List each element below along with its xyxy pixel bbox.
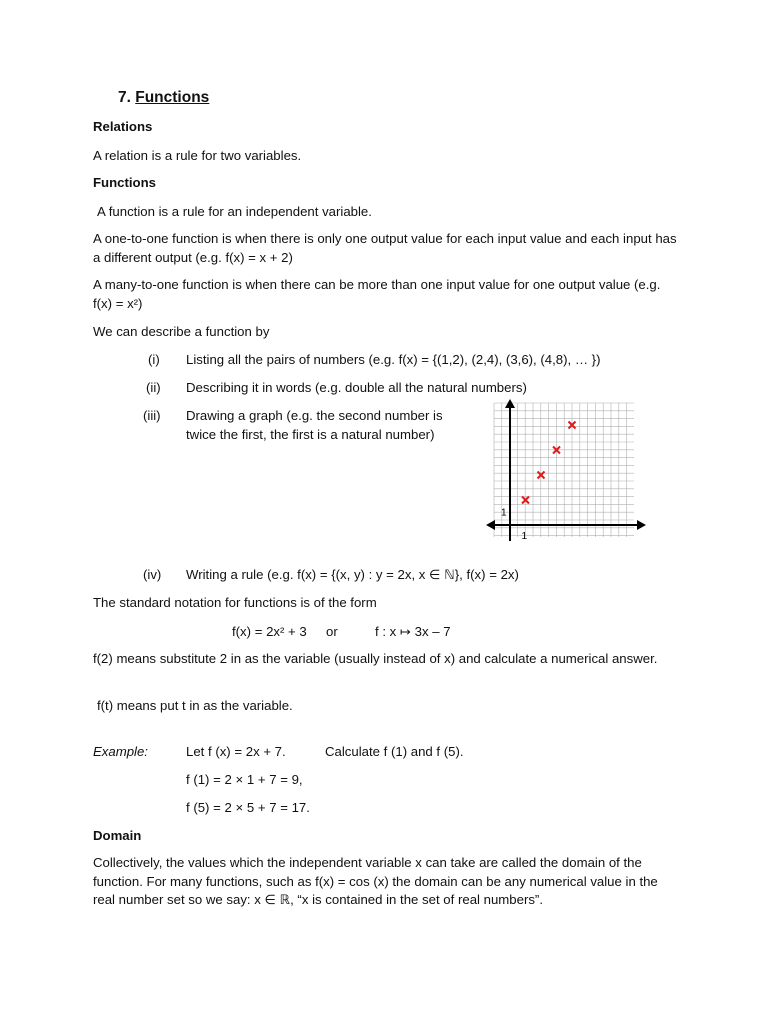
example-line1: f (1) = 2 × 1 + 7 = 9, — [186, 772, 303, 787]
method-text-iii-line1: Drawing a graph (e.g. the second number is — [186, 408, 443, 423]
method-text-iii-line2: twice the first, the first is a natural number) — [186, 427, 435, 442]
method-number-ii: (ii) — [146, 380, 161, 395]
x-axis-arrow-right — [637, 520, 646, 530]
x-tick-label: 1 — [521, 531, 528, 542]
one-to-one-paragraph: A one-to-one function is when there is only one output value for each input value and each input has a different output (e.g. f(x) = x + 2) — [93, 231, 677, 265]
method-number-iii: (iii) — [143, 408, 161, 423]
functions-heading: Functions — [93, 175, 157, 190]
example-line2: f (5) = 2 × 5 + 7 = 17. — [186, 800, 310, 815]
notation-form2: f : x ↦ 3x – 7 — [375, 624, 451, 639]
notation-intro: The standard notation for functions is of the form — [93, 595, 377, 610]
method-text-i: Listing all the pairs of numbers (e.g. f(x) = {(1,2), (2,4), (3,6), (4,8), … }) — [186, 352, 601, 367]
many-to-one-paragraph: A many-to-one function is when there can be more than one input value for one output value (e.g. f(x) = x²) — [93, 277, 661, 311]
notation-f2-paragraph: f(2) means substitute 2 in as the variable (usually instead of x) and calculate a numerical answer. — [93, 651, 658, 666]
y-tick-label: 1 — [501, 507, 507, 519]
example-calculate: Calculate f (1) and f (5). — [325, 744, 464, 759]
section-title-text: Functions — [135, 89, 210, 106]
notation-form1: f(x) = 2x² + 3 — [232, 624, 307, 639]
y-axis-arrow — [505, 399, 515, 408]
x-axis-arrow-left — [486, 520, 495, 530]
example-label: Example: — [93, 744, 148, 759]
scatter-graph — [484, 397, 648, 543]
section-number: 7. — [118, 89, 131, 106]
grid-lines — [494, 403, 634, 537]
notation-ft: f(t) means put t in as the variable. — [97, 698, 293, 713]
notation-or: or — [326, 624, 338, 639]
describe-intro: We can describe a function by — [93, 324, 270, 339]
section-title — [118, 88, 209, 107]
example-let: Let f (x) = 2x + 7. — [186, 744, 286, 759]
relations-text: A relation is a rule for two variables. — [93, 148, 302, 163]
functions-intro: A function is a rule for an independent variable. — [97, 204, 372, 219]
domain-heading: Domain — [93, 828, 142, 843]
method-text-ii: Describing it in words (e.g. double all the natural numbers) — [186, 380, 527, 395]
method-number-i: (i) — [148, 352, 160, 367]
method-text-iv: Writing a rule (e.g. f(x) = {(x, y) : y = 2x, x ∈ ℕ}, f(x) = 2x) — [186, 567, 519, 582]
relations-heading: Relations — [93, 119, 153, 134]
domain-paragraph: Collectively, the values which the independent variable x can take are called the domain of the function. For many functions, such as f(x) = cos (x) the domain can be any numerical value in the real number set so we say: x ∈ ℝ, “x is contained in the set of real numbers”. — [93, 855, 658, 907]
method-number-iv: (iv) — [143, 567, 162, 582]
